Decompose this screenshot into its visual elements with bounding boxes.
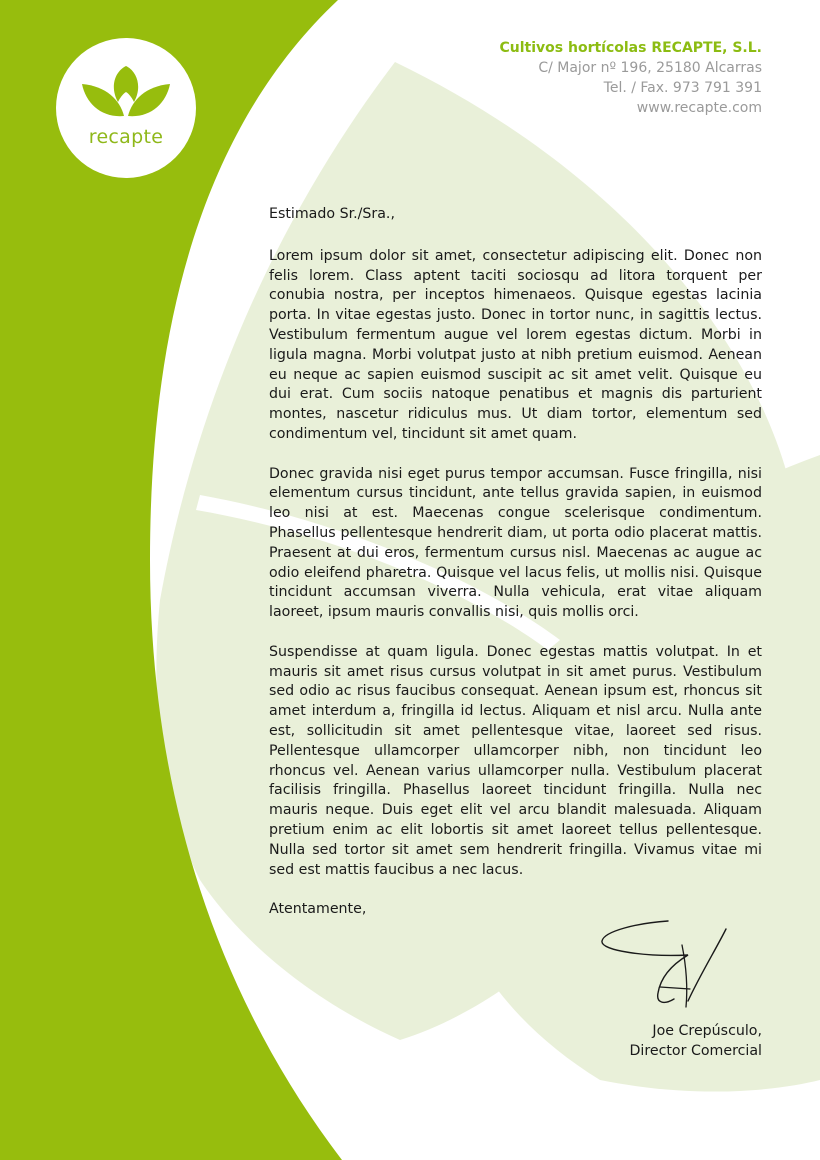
- paragraph: Suspendisse at quam ligula. Donec egestas mattis volutpat. In et mauris sit amet risus cursus volutpat in sit amet purus. Vestibulum sed odio ac risus faucibus consequat. Aenean ipsum est, rhoncus sit amet interdum a, fringilla id lectus. Aliquam et nisl arcu. Nulla ante est, sollicitudin sit amet pellentesque vitae, laoreet sed risus. Pellentesque ullamcorper ullamcorper nibh, non tincidunt leo rhoncus vel. Aenean varius ullamcorper nulla. Vestibulum placerat facilisis fringilla. Phasellus laoreet tincidunt fringilla. Nulla nec mauris neque. Duis eget elit vel arcu blandit malesuada. Aliquam pretium enim ac elit lobortis sit amet laoreet tellus pellentesque. Nulla sed tortor sit amet sem hendrerit fringilla. Vivamus vitae mi sed est mattis faucibus a nec lacus.: [269, 643, 762, 878]
- company-website: www.recapte.com: [636, 100, 762, 116]
- paragraph: Donec gravida nisi eget purus tempor accumsan. Fusce fringilla, nisi elementum cursus tincidunt, ante tellus gravida sapien, in euismod leo nisi at est. Maecenas congue scelerisque condimentum. Phasellus pellentesque hendrerit diam, ut porta odio placerat mattis. Praesent at dui eros, fermentum cursus nisl. Maecenas ac augue ac odio eleifend pharetra. Quisque vel lacus felis, ut mollis nisi. Quisque tincidunt accumsan viverra. Nulla vehicula, erat vitae aliquam laoreet, ipsum mauris convallis nisi, quis mollis orci.: [269, 465, 762, 621]
- letterhead-header: [500, 38, 763, 118]
- leaves-icon: [78, 58, 174, 122]
- closing: Atentamente,: [269, 901, 367, 918]
- company-address: C/ Major nº 196, 25180 Alcarras: [538, 60, 762, 76]
- signer-block: [629, 1021, 762, 1061]
- signer-title: Director Comercial: [629, 1043, 762, 1059]
- logo-wordmark: recapte: [88, 126, 164, 148]
- company-phone: Tel. / Fax. 973 791 391: [603, 80, 762, 96]
- company-name: Cultivos hortícolas RECAPTE, S.L.: [499, 40, 762, 56]
- paragraph: Lorem ipsum dolor sit amet, consectetur adipiscing elit. Donec non felis lorem. Class aptent taciti sociosqu ad litora torquent per conubia nostra, per inceptos himenaeos. Quisque egestas lacinia porta. In vitae egestas justo. Donec in tortor nunc, in sagittis lectus. Vestibulum fermentum augue vel lorem egestas dictum. Morbi in ligula magna. Morbi volutpat justo at nibh pretium euismod. Aenean eu neque ac sapien euismod suscipit ac sit amet velit. Quisque eu dui erat. Cum sociis natoque penatibus et magnis dis parturient montes, nascetur ridiculus mus. Ut diam tortor, elementum sed condimentum vel, tincidunt sit amet quam.: [269, 247, 762, 442]
- logo: [56, 38, 196, 178]
- signer-name: Joe Crepúsculo,: [652, 1023, 762, 1039]
- letter-body: [269, 205, 762, 940]
- handwritten-signature: [598, 915, 748, 1015]
- greeting: Estimado Sr./Sra.,: [269, 206, 395, 222]
